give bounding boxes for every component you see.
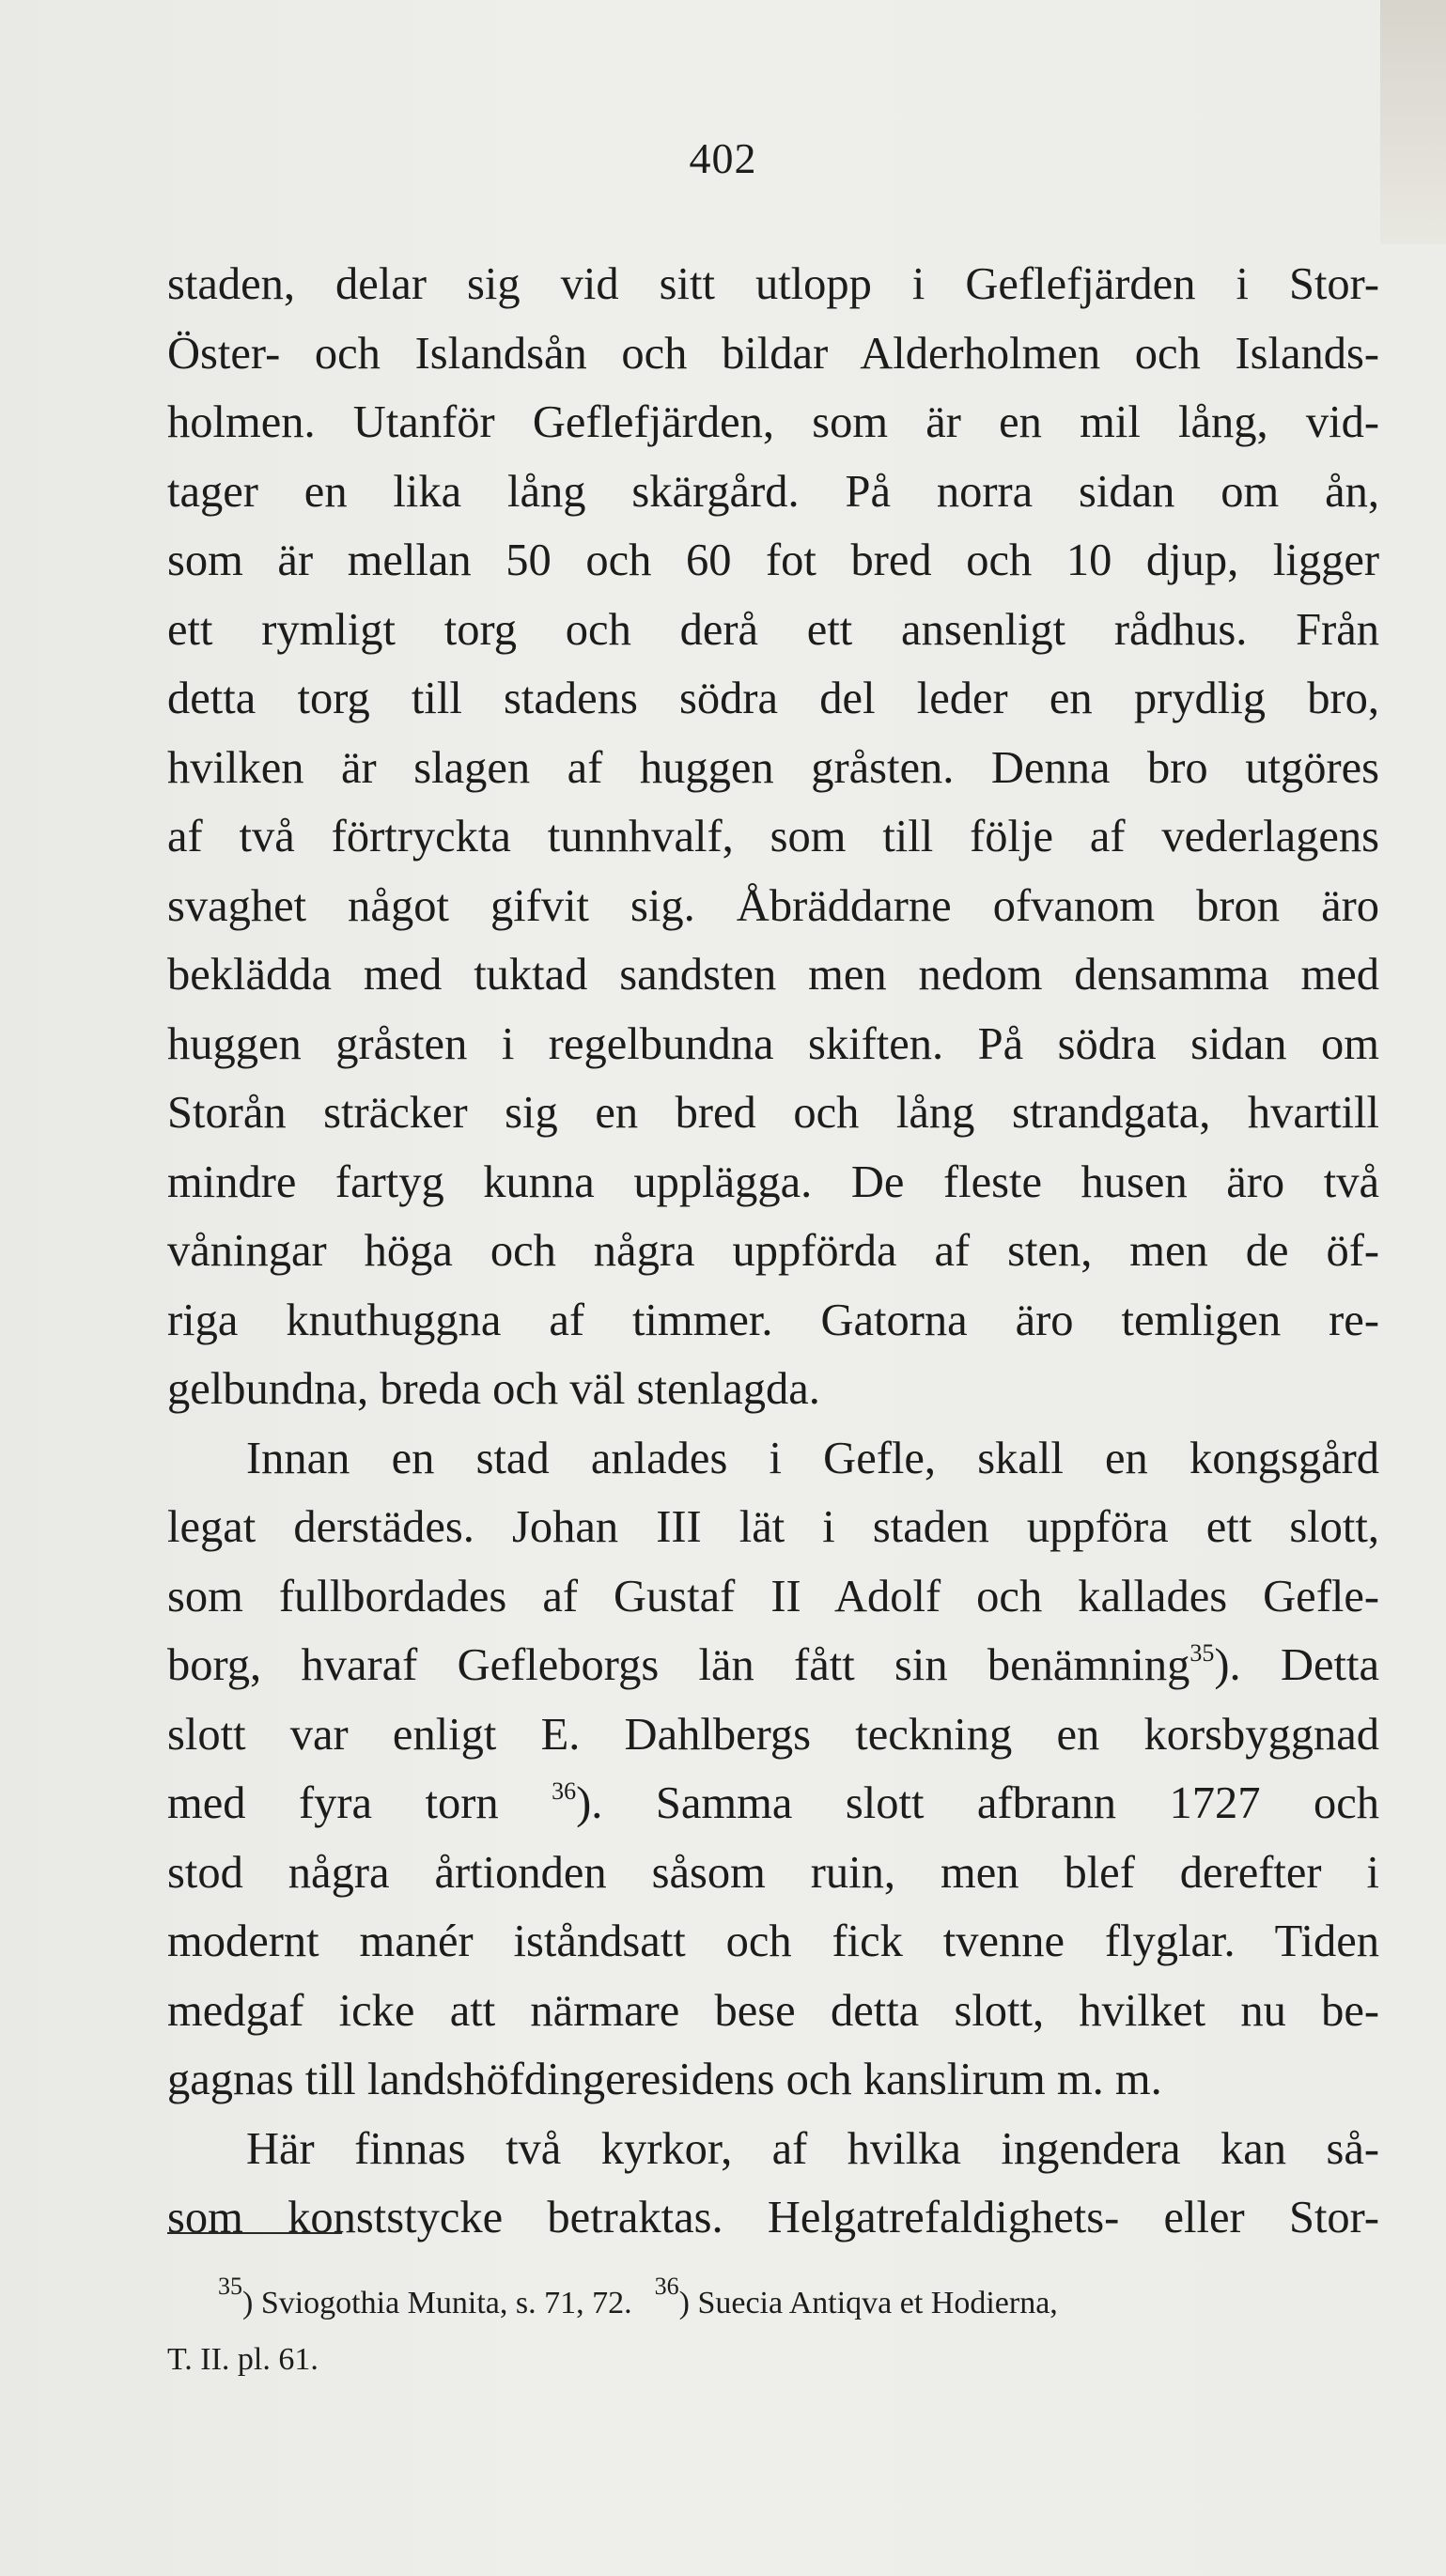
text-line: tager en lika lång skärgård. På norra sidan om ån, (167, 466, 1379, 517)
text-line: riga knuthuggna af timmer. Gatorna äro temligen re- (167, 1295, 1379, 1345)
line-text: ). Detta (1214, 1640, 1379, 1690)
text-line: svaghet något gifvit sig. Åbräddarne ofvanom bron äro (167, 880, 1379, 931)
text-line: som konststycke betraktas. Helgatrefaldighets- eller Stor- (167, 2193, 1379, 2242)
footnote-35-text: Sviogothia Munita, s. 71, 72. (260, 2286, 632, 2320)
text-line: stod några årtionden såsom ruin, men blef derefter i (167, 1847, 1379, 1898)
footnote-ref-36[interactable]: 36 (552, 1777, 577, 1805)
text-line-with-footnote (167, 1631, 1379, 1700)
line-text: borg, hvaraf Gefleborgs län fått sin benämning (167, 1640, 1190, 1690)
text-line: gelbundna, breda och väl stenlagda. (167, 1364, 820, 1414)
paragraph-start-line: Innan en stad anlades i Gefle, skall en kongsgård (246, 1433, 1379, 1483)
footnote-continuation: T. II. pl. 61. (167, 2342, 319, 2377)
page-corner-shadow (1380, 0, 1446, 244)
text-line: af två förtryckta tunnhvalf, som till följe af vederlagens (167, 812, 1379, 861)
text-line: hvilken är slagen af huggen gråsten. Denna bro utgöres (167, 742, 1379, 793)
line-text: med fyra torn (167, 1778, 499, 1828)
text-line: detta torg till stadens södra del leder en prydlig bro, (167, 674, 1379, 723)
footnotes (167, 2275, 1389, 2388)
text-line: modernt manér iståndsatt och fick tvenne flyglar. Tiden (167, 1916, 1379, 1966)
text-line: huggen gråsten i regelbundna skiften. På södra sidan om (167, 1018, 1379, 1069)
footnote-mark-36: 36 (654, 2273, 679, 2300)
text-line: holmen. Utanför Geflefjärden, som är en mil lång, vid- (167, 397, 1379, 447)
text-line: gagnas till landshöfdingeresidens och kanslirum m. m. (167, 2055, 1162, 2104)
text-line: Storån sträcker sig en bred och lång strandgata, hvartill (167, 1088, 1379, 1138)
text-line: som är mellan 50 och 60 fot bred och 10 djup, ligger (167, 535, 1379, 585)
footnote-mark-paren: ) (678, 2286, 690, 2320)
paragraph-start-line: Här finnas två kyrkor, af hvilka ingendera kan så- (246, 2123, 1379, 2174)
text-line: beklädda med tuktad sandsten men nedom densamma med (167, 950, 1379, 1000)
footnote-line (167, 2275, 1389, 2332)
text-line: ett rymligt torg och derå ett ansenligt rådhus. Från (167, 604, 1379, 655)
body-text (167, 250, 1379, 2253)
footnote-mark-35: 35 (218, 2273, 242, 2300)
line-text: ). Samma slott afbrann 1727 och (576, 1778, 1379, 1828)
text-line: staden, delar sig vid sitt utlopp i Geflefjärden i Stor- (167, 259, 1379, 309)
text-line: mindre fartyg kunna upplägga. De fleste husen äro två (167, 1156, 1379, 1207)
text-line: medgaf icke att närmare bese detta slott, hvilket nu be- (167, 1985, 1379, 2036)
footnote-mark-paren: ) (242, 2286, 254, 2320)
text-line: legat derstädes. Johan III lät i staden uppföra ett slott, (167, 1502, 1379, 1552)
footnote-ref-35[interactable]: 35 (1189, 1639, 1215, 1667)
footnote-divider (167, 2232, 342, 2234)
text-line: Öster- och Islandsån och bildar Alderholmen och Islands- (167, 328, 1379, 379)
footnote-36-text: Suecia Antiqva et Hodierna, (697, 2286, 1058, 2320)
text-line: våningar höga och några uppförda af sten, men de öf- (167, 1226, 1379, 1276)
text-line: som fullbordades af Gustaf II Adolf och kallades Gefle- (167, 1571, 1379, 1622)
text-line-with-footnote (167, 1769, 1379, 1839)
page-number: 402 (689, 134, 757, 182)
text-line: slott var enligt E. Dahlbergs teckning en korsbyggnad (167, 1709, 1379, 1760)
